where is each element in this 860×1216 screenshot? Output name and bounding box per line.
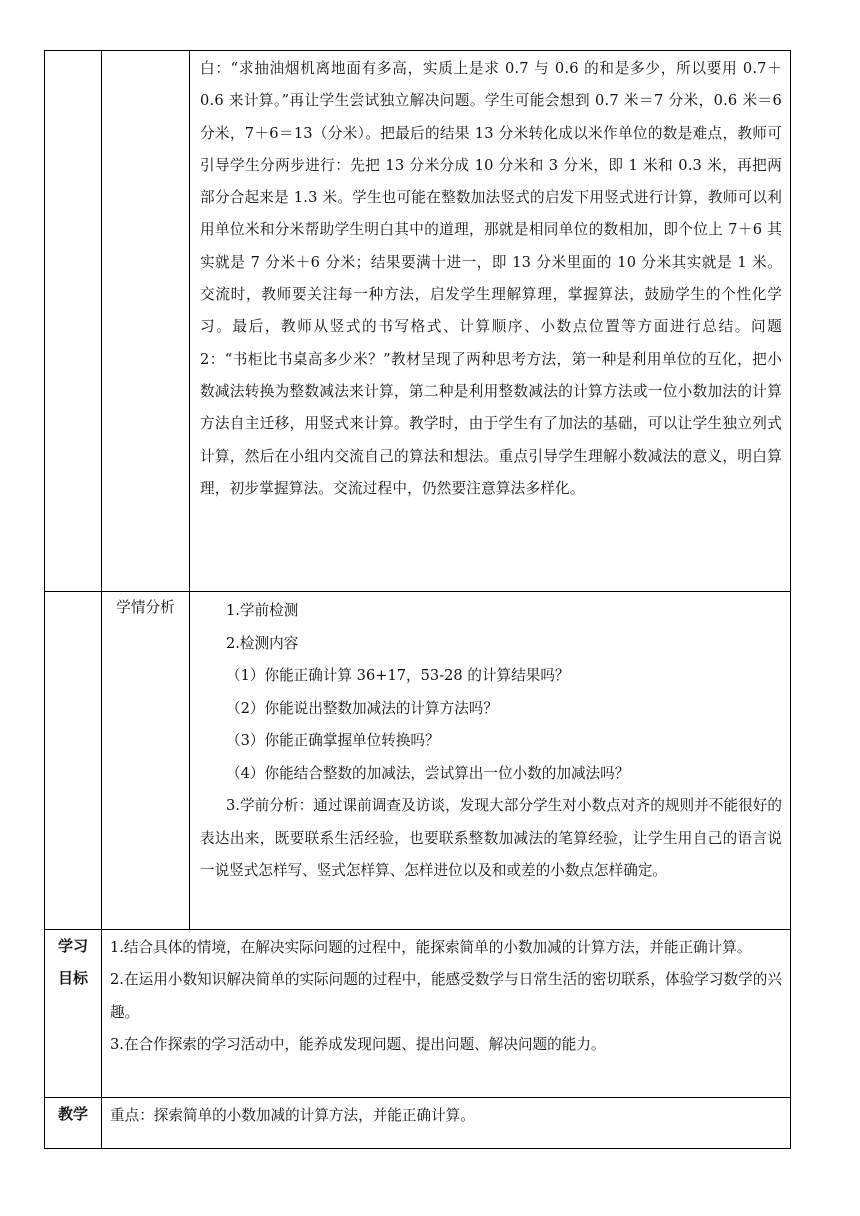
learning-goals-row — [45, 930, 791, 1098]
empty-left-cell — [45, 51, 102, 592]
goal-3: 3.在合作探索的学习活动中，能养成发现问题、提出问题、解决问题的能力。 — [110, 1035, 606, 1053]
analysis-question-4: （4）你能结合整数的加减法，尝试算出一位小数的加减法吗？ — [226, 764, 630, 782]
teaching-key-row — [45, 1098, 791, 1149]
teaching-process-row — [45, 51, 791, 592]
teaching-process-text: 白：“求抽油烟机离地面有多高，实质上是求 0.7 与 0.6 的和是多少，所以要用 0.7＋0.6 来计算。”再让学生尝试独立解决问题。学生可能会想到 0.7 米＝7 分米，0.6 米＝6 分米，7＋6＝13（分米）。把最后的结果 13 分米转化成以米作单位的数是难点，教师可引导学生分两步进行：先把 13 分米分成 10 分米和 3 分米，即 1 米和 0.3 米，再把两部分合起来是 1.3 米。学生也可能在整数加法竖式的启发下用竖式进行计算，教师可以利用单位米和分米帮助学生明白其中的道理，那就是相同单位的数相加，即个位上 7＋6 其实就是 7 分米＋6 分米；结果要满十进一，即 13 分米里面的 10 分米其实就是 1 米。交流时，教师要关注每一种方法，启发学生理解算理，掌握算法，鼓励学生的个性化学习。最后，教师从竖式的书写格式、计算顺序、小数点位置等方面进行总结。问题 2：“书柜比书桌高多少米？”教材呈现了两种思考方法，第一种是利用单位的互化，把小数减法转换为整数减法来计算，第二种是利用整数减法的计算方法或一位小数加法的计算方法自主迁移，用竖式来计算。教学时，由于学生有了加法的基础，可以让学生独立列式计算，然后在小组内交流自己的算法和想法。重点引导学生理解小数减法的意义，明白算理，初步掌握算法。交流过程中，仍然要注意算法多样化。 — [200, 60, 782, 497]
student-analysis-row — [45, 592, 791, 930]
teaching-key-cell — [102, 1098, 791, 1149]
goals-head-line-1: 学习 — [57, 937, 88, 955]
teaching-process-cell — [190, 51, 791, 592]
empty-category-cell — [102, 51, 190, 592]
teaching-heading: 教学 — [45, 1098, 102, 1149]
lesson-plan-table — [44, 50, 791, 1149]
analysis-item-3: 3.学前分析：通过课前调查及访谈，发现大部分学生对小数点对齐的规则并不能很好的表达出来，既要联系生活经验，也要联系整数加减法的笔算经验，让学生用自己的语言说一说竖式怎样写、竖式怎样算、怎样进位以及和或差的小数点怎样确定。 — [200, 797, 782, 879]
empty-left-cell-2 — [45, 592, 102, 930]
goal-2: 2.在运用小数知识解决简单的实际问题的过程中，能感受数学与日常生活的密切联系，体验学习数学的兴趣。 — [110, 971, 782, 1021]
analysis-question-3: （3）你能正确掌握单位转换吗？ — [226, 732, 440, 749]
goals-head-line-2: 目标 — [57, 969, 88, 987]
learning-goals-cell — [102, 930, 791, 1098]
analysis-item-1: 1.学前检测 — [226, 602, 299, 619]
learning-goals-heading — [45, 930, 102, 1098]
student-analysis-cell — [190, 592, 791, 930]
analysis-question-1: （1）你能正确计算 36+17，53-28 的计算结果吗？ — [226, 667, 570, 684]
analysis-item-2: 2.检测内容 — [226, 634, 299, 652]
goal-1: 1.结合具体的情境，在解决实际问题的过程中，能探索简单的小数加减的计算方法，并能正确计算。 — [110, 939, 752, 956]
teaching-key-point: 重点：探索简单的小数加减的计算方法，并能正确计算。 — [110, 1107, 475, 1124]
analysis-question-2: （2）你能说出整数加减法的计算方法吗？ — [226, 699, 498, 717]
student-analysis-label: 学情分析 — [102, 592, 190, 930]
